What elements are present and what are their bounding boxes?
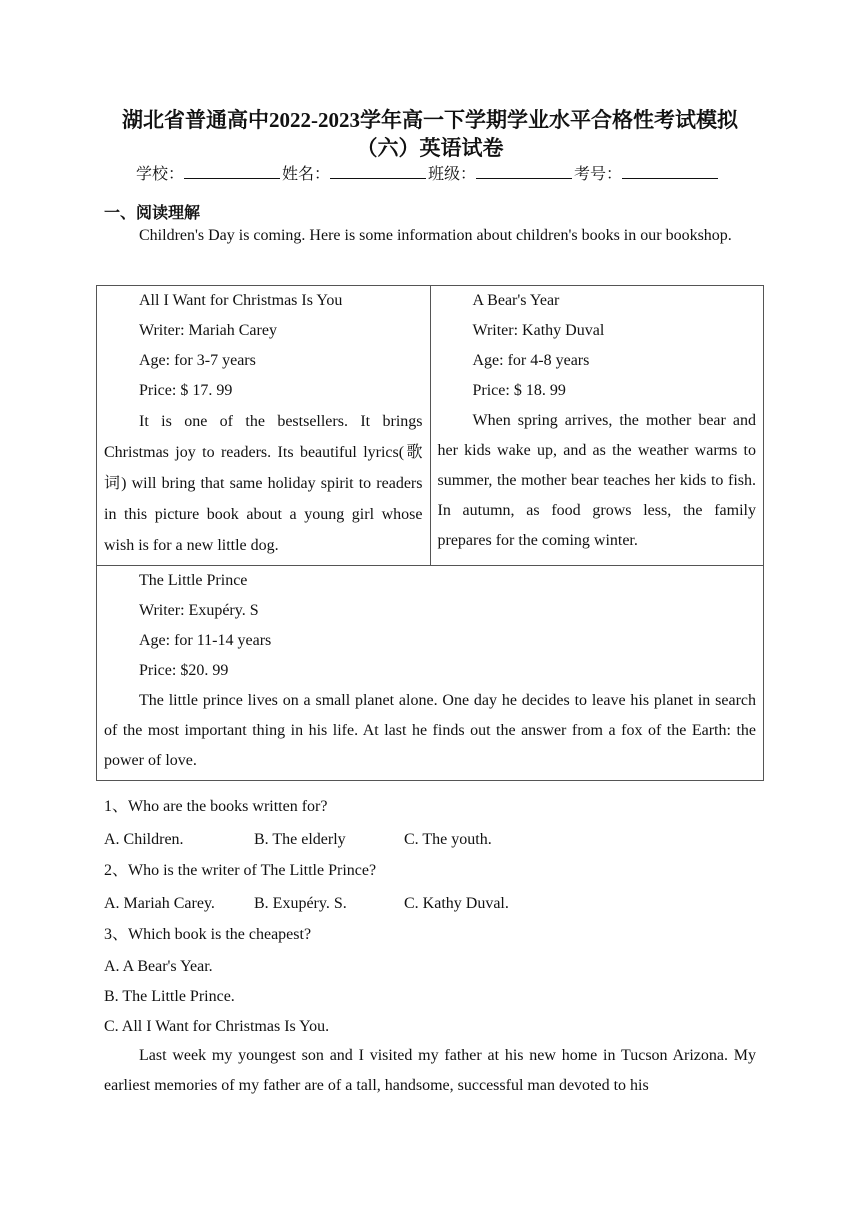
question-1-options	[104, 829, 492, 851]
passage2-text: Last week my youngest son and I visited my father at his new home in Tucson Arizona. My earliest memories of my father are of a tall, handsome, successful man devoted to his	[104, 1047, 756, 1094]
book-writer: Writer: Kathy Duval	[472, 322, 605, 339]
passage1-intro: Children's Day is coming. Here is some information about children's books in our bookshop.	[139, 227, 732, 244]
book-writer: Writer: Exupéry. S	[139, 602, 259, 619]
book-age: Age: for 4-8 years	[472, 352, 590, 369]
option-b[interactable]: B. Exupéry. S.	[254, 895, 347, 912]
option-a[interactable]: A. Children.	[104, 831, 184, 848]
option-b[interactable]: B. The Little Prince.	[104, 988, 235, 1005]
option-c[interactable]: C. The youth.	[404, 831, 492, 848]
book-description: When spring arrives, the mother bear and her kids wake up, and as the weather warms to summer, the mother bear teaches her kids to fish. In autumn, as food grows less, the family prepares for the coming winter.	[437, 412, 756, 549]
class-label: 班级：	[428, 166, 477, 183]
book-price: Price: $ 18. 99	[472, 382, 566, 399]
option-c[interactable]: C. All I Want for Christmas Is You.	[104, 1018, 330, 1035]
book-title: All I Want for Christmas Is You	[139, 292, 343, 309]
book-cell-1	[97, 286, 431, 566]
question-2-options	[104, 893, 509, 915]
option-a[interactable]: A. A Bear's Year.	[104, 958, 213, 975]
question-2-stem: 2、Who is the writer of The Little Prince?	[104, 862, 377, 879]
books-table	[96, 285, 764, 781]
name-label: 姓名：	[282, 166, 331, 183]
school-label: 学校：	[136, 166, 185, 183]
question-1-stem: 1、Who are the books written for?	[104, 798, 328, 815]
page-title: 湖北省普通高中2022-2023学年高一下学期学业水平合格性考试模拟（六）英语试卷	[122, 108, 738, 160]
book-age: Age: for 11-14 years	[139, 632, 272, 649]
book-cell-2	[430, 286, 764, 566]
question-3-stem: 3、Which book is the cheapest?	[104, 926, 312, 943]
book-cell-3	[97, 566, 764, 781]
book-description	[104, 406, 423, 561]
book-title: A Bear's Year	[472, 292, 560, 309]
book-description-part1: It is one of the bestsellers. It brings Christmas joy to readers. Its beautiful lyrics(	[104, 413, 423, 461]
book-price: Price: $ 17. 99	[139, 382, 233, 399]
exam-number-blank[interactable]	[622, 162, 718, 179]
class-blank[interactable]	[476, 162, 572, 179]
exam-number-label: 考号：	[574, 166, 623, 183]
book-price: Price: $20. 99	[139, 662, 229, 679]
section-heading: 一、阅读理解	[104, 205, 201, 222]
option-a[interactable]: A. Mariah Carey.	[104, 895, 215, 912]
book-description-part2: ) will bring that same holiday spirit to readers in this picture book about a young girl whose wish is for a new little dog.	[104, 475, 423, 554]
book-age: Age: for 3-7 years	[139, 352, 256, 369]
student-info-line	[136, 162, 756, 186]
book-title: The Little Prince	[139, 572, 248, 589]
option-b[interactable]: B. The elderly	[254, 831, 346, 848]
school-blank[interactable]	[184, 162, 280, 179]
name-blank[interactable]	[330, 162, 426, 179]
option-c[interactable]: C. Kathy Duval.	[404, 895, 509, 912]
book-writer: Writer: Mariah Carey	[139, 322, 277, 339]
book-description-chinese: 歌 词	[104, 444, 423, 492]
book-description: The little prince lives on a small planet alone. One day he decides to leave his planet in search of the most important thing in his life. At last he finds out the answer from a fox of the Earth: the power of love.	[104, 692, 756, 769]
